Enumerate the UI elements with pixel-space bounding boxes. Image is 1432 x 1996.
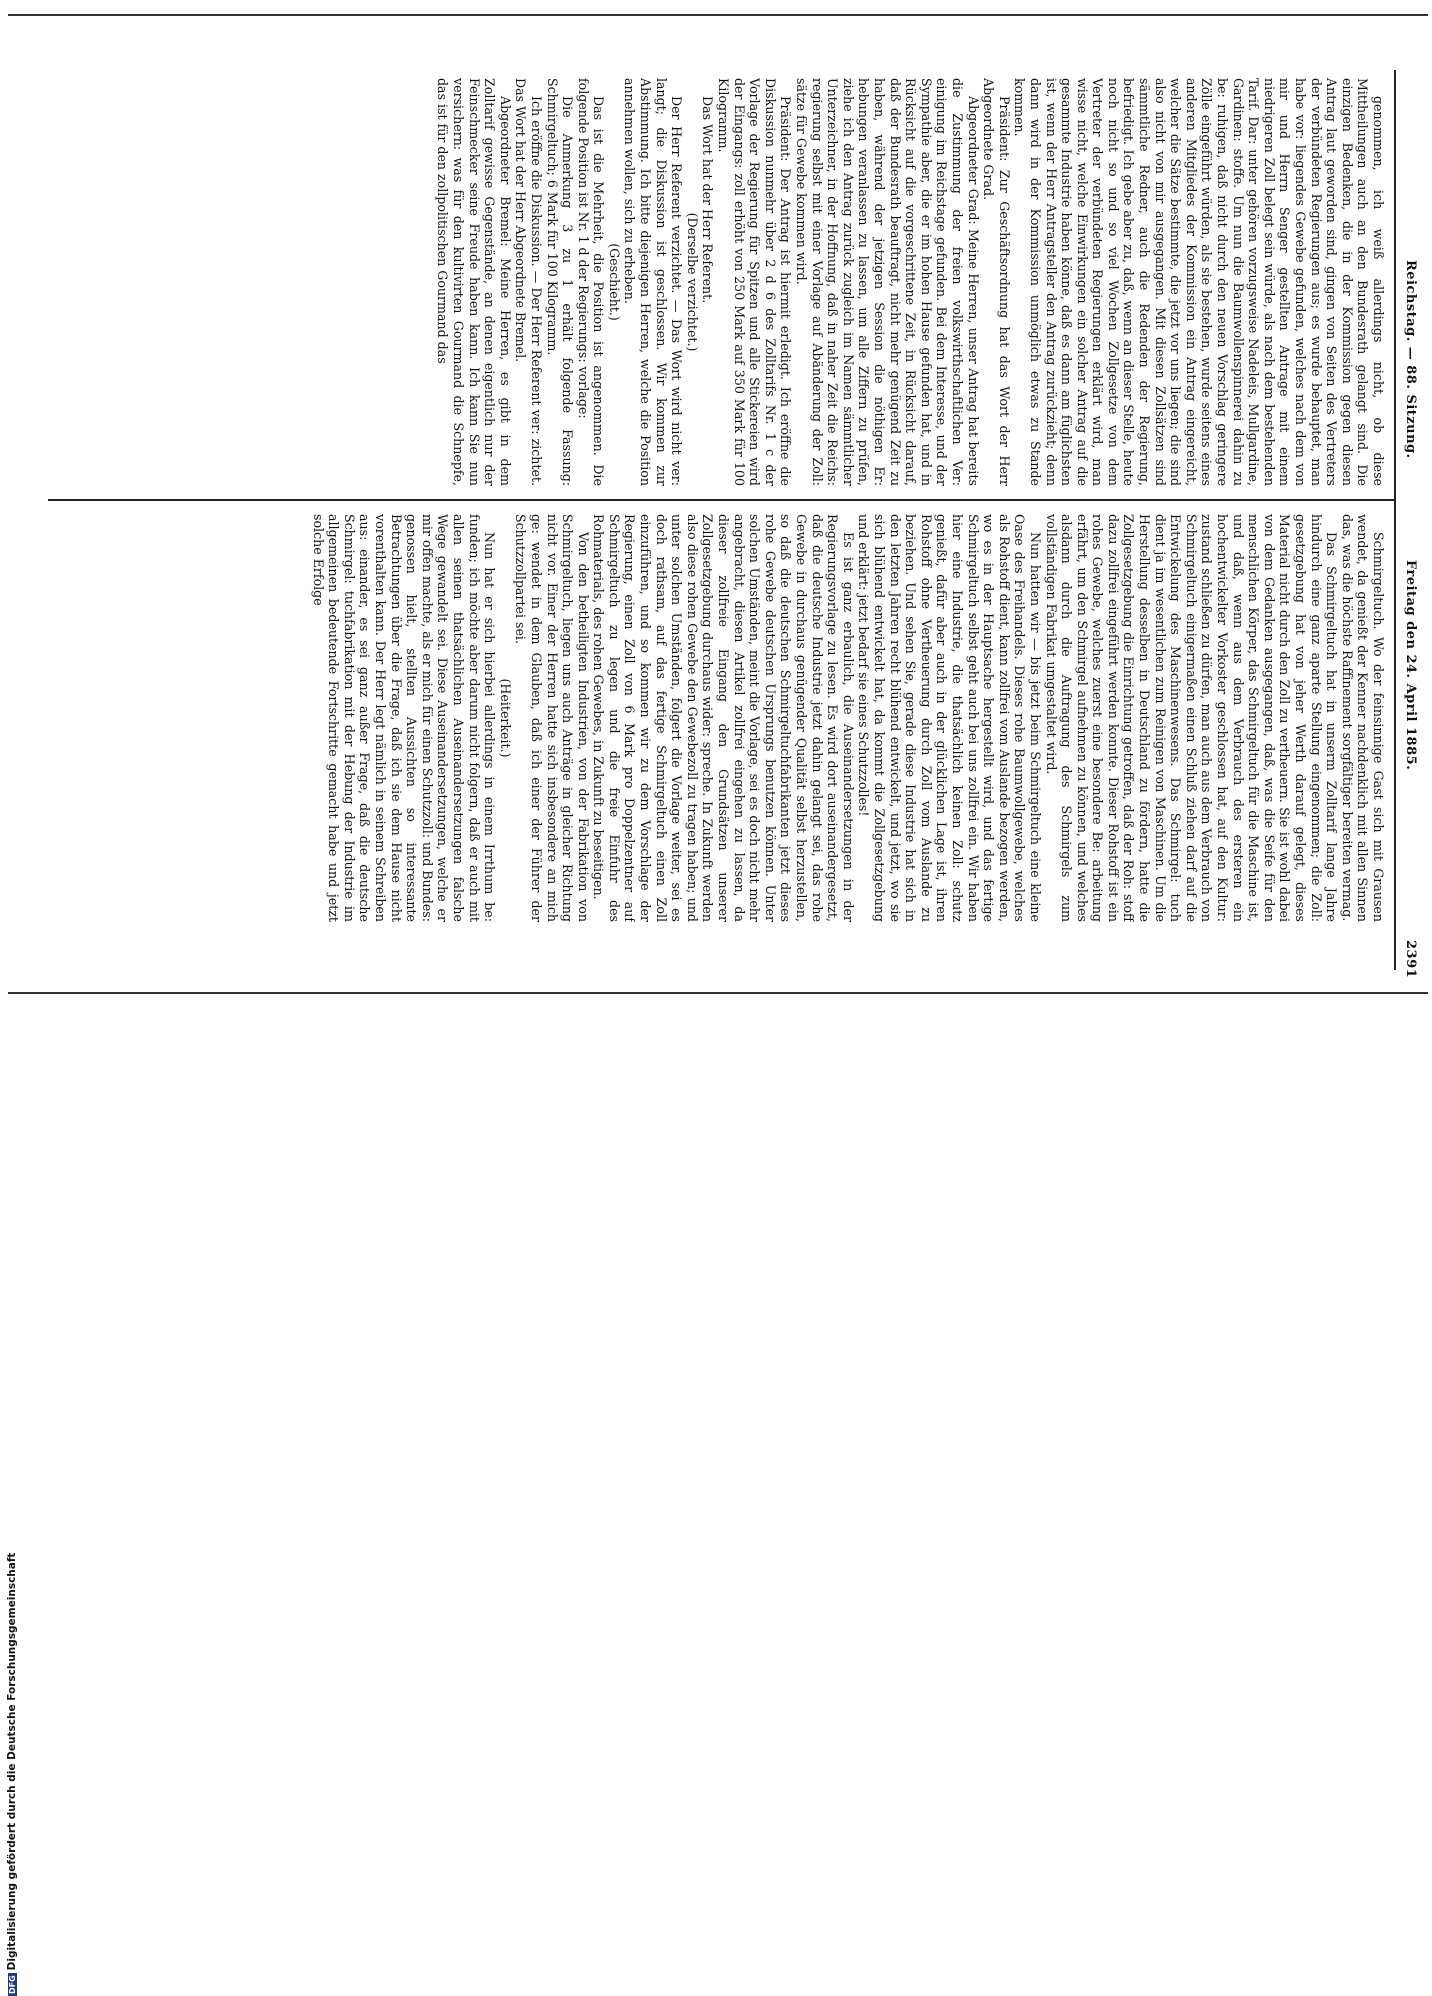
paragraph: Das Schmirgeltuch hat in unserm Zolltarif lange Jahre hindurch eine ganz aparte Stellung eingenommen; die Zoll: gesetzgebung hat von jeher Werth darauf gelegt, dieses Material nicht durch den Zoll zu vertheuern. Sie ist wohl dabei von dem Gedanken ausgegangen, daß, was die Seife für den menschlichen Körper, das Schmirgeltuch für die Maschine ist, und daß, wenn aus dem Verbrauch des ersteren ein hochentwickelter Vorkoster geschlossen hat, auf den Kultur: zustand schließen zu dürfen, man auch aus dem Verbrauch von Schmirgeltuch einigermaßen einen Schluß ziehen darf auf die Entwickelung des Maschinenwesens. Das Schmirgel: tuch dient ja im wesentlichen zum Reinigen von Maschinen. Um die Herstellung desselben in Deutschland zu fördern, hatte die Zollgesetzgebung die Einrichtung getroffen, daß der Roh: stoff dazu zollfrei eingeführt werden konnte. Dieser Rohstoff ist ein rohes Gewebe, welches zuerst eine besondere Be: arbeitung erfährt, um den Schmirgel aufnehmen zu können, und welches alsdann durch die Auftragung des Schmirgels zum vollständigen Fabrikat umgestaltet wird.	[1043, 514, 1340, 922]
paragraph: Die Anmerkung 3 zu 1 erhält folgende Fassung: Schmirgeltuch; 6 Mark für 100 Kilogramm.	[544, 78, 576, 486]
page-edge-bottom	[8, 992, 1428, 994]
parenthetical-note: (Heiterkeit.)	[497, 678, 513, 758]
paragraph: Nun hatten wir — bis jetzt beim Schmirgeltuch eine kleine Oase des Freihandels. Dieses rohe Baumwollgewebe, welches als Rohstoff dient, kann zollfrei vom Auslande bezogen werden, wo es in der Hauptsache hergestellt wird, und das fertige Schmirgeltuch selbst geht auch bei uns zollfrei ein. Wir haben hier eine Industrie, die thatsächlich keinen Zoll: schutz genießt, dafür aber auch in der glücklichen Lage ist, ihren Rohstoff ohne Vertheuerung durch Zoll vom Auslande zu beziehen. Und sehen Sie, gerade diese Industrie hat sich in den letzten Jahren recht blühend entwickelt, und jetzt, wo sie sich blühend entwickelt hat, da kommt die Zollgesetzgebung und erklärt: jetzt bedarf sie eines Schutzzolles!	[856, 514, 1043, 922]
paragraph: Abgeordneter Bremel: Meine Herren, es gibt in dem Zolltarif gewisse Gegenstände, an denen eigentlich nur der Feinschmecker seine Freude haben kann. Ich kann Sie nun versichern: was für den kultivirten Gourmand die Schnepfe, das ist für den zollpolitischen Gourmand das	[435, 78, 513, 486]
paragraph: Ich eröffne die Diskussion. — Der Herr Referent ver: zichtet. Das Wort hat der Herr Abgeordnete Bremel.	[513, 78, 544, 486]
header-left-title: Reichstag. — 88. Sitzung.	[1403, 260, 1418, 459]
page-number: 2391	[1403, 940, 1418, 979]
parenthetical-note: (Derselbe verzichtet.)	[684, 212, 700, 352]
digitization-credit-text: Digitalisierung gefördert durch die Deutsche Forschungsgemeinschaft	[6, 1552, 18, 1971]
dfg-logo: DFG	[7, 1975, 17, 1994]
header-date: Freitag den 24. April 1885.	[1403, 560, 1418, 771]
paragraph: Abgeordneter Grad: Meine Herren, unser Antrag hat bereits die Zustimmung der freien volkswirthschaftlichen Ver: einigung im Reichstage gefunden. Bei dem Interesse, und der Sympathie aber, die er im hohen Hause gefunden hat, und in Rücksicht auf die vorgeschrittene Zeit, in Rücksicht darauf, daß der Bundesrath beauftragt, nicht mehr genügend Zeit zu haben, während der jetzigen Session die nöthigen Er: hebungen veranlassen zu lassen, um alle Ziffern zu prüfen, ziehe ich den Antrag zurück zugleich im Namen sämmtlicher Unterzeichner, in der Hoffnung, daß in naher Zeit die Reichs: regierung selbst mit einer Vorlage auf Abänderung der Zoll: sätze für Gewebe kommen wird.	[794, 78, 981, 486]
paragraph: Es ist ganz erbaulich, die Auseinandersetzungen in der Regierungsvorlage zu lesen. Es wird dort auseinandergesetzt, daß die deutsche Industrie jetzt dahin gelangt sei, das rohe Gewebe in durchaus genügender Qualität selbst herzustellen, so daß die deutschen Schmirgeltuchfabrikanten jetzt dieses rohe Gewebe deutschen Ursprungs benutzen können. Unter solchen Umständen, meint die Vorlage, sei es doch nicht mehr angebracht, diesen Artikel zollfrei eingehen zu lassen, da dieser zollfreie Eingang den Grundsätzen unserer Zollgesetzgebung durchaus wider: spreche. In Zukunft werden also diese rohen Gewebe den Gewebezoll zu tragen haben; und unter solchen Umständen, folgert die Vorlage weiter, sei es doch rathsam, auf das fertige Schmirgeltuch einen Zoll einzuführen, und so kommen wir zu dem Vorschlage der Regierung, einen Zoll von 6 Mark pro Doppelzentner auf Schmirgeltuch zu legen und die freie Einfuhr des Rohmaterials, des rohen Gewebes, in Zukunft zu beseitigen.	[591, 514, 856, 922]
paragraph: Das Wort hat der Herr Referent.	[700, 96, 716, 304]
page-edge-top	[8, 14, 1428, 16]
paragraph: Von den betheiligten Industrien, von der Fabrikation von Schmirgeltuch, liegen uns auch Anträge in gleicher Richtung nicht vor. Einer der Herren hatte sich insbesondere an mich ge: wendet in dem Glauben, daß ich einer der Führer der Schutzzollpartei sei.	[513, 514, 591, 922]
paragraph: Das ist die Mehrheit, die Position ist angenommen. Die folgende Position ist Nr. 1 d der Regierungs: vorlage:	[575, 78, 607, 486]
parenthetical-note: (Geschieht.)	[606, 243, 622, 321]
column-divider	[48, 499, 1394, 501]
text-column-right	[52, 514, 1386, 922]
header-rule	[1395, 70, 1397, 970]
paragraph: Schmirgeltuch. Wo der feinsinnige Gast sich mit Grausen wendet, da genießt der Kenner nachdenklich mit allen Sinnen das, was die höchste Raffinement sorgfältiger bereiten vermag.	[1339, 514, 1386, 922]
text-column-left	[52, 78, 1386, 486]
paragraph: Nun hat er sich hierbei allerdings in einem Irrthum be: funden; ich möchte aber darum nicht folgern, daß er auch mit allen seinen thatsächlichen Auseinandersetzungen falsche Wege gewandelt sei. Diese Auseinandersetzungen, welche er mir offen machte, als er mich für einen Schutzzoll: und Bundes: genossen hielt, stellten Aussichten so interessante Betrachtungen über die Frage, daß ich sie dem Hause nicht vorenthalten kann. Der Herr legt nämlich in seinem Schreiben aus: einander, es sei ganz außer Frage, daß die deutsche Schmirgel: tuchfabrikation mit der Hebung der Industrie im allgemeinen bedeutende Fortschritte gemacht habe und jetzt solche Erfolge	[310, 514, 498, 922]
paragraph: Präsident: Zur Geschäftsordnung hat das Wort der Herr Abgeordnete Grad.	[981, 78, 1012, 486]
paragraph: genommen, ich weiß allerdings nicht, ob diese Mittheilungen auch an den Bundesrath gelangt sind. Die einzigen Bedenken, die in der Kommission gegen diesen Antrag laut geworden sind, gingen von Seiten des Vertreters der verbündeten Regierungen aus; es wurde behauptet, man habe vor: liegendes Gewebe gefunden, welches nach dem von mir und Herrn Senger gestellten Antrage mit einem niedrigeren Zoll belegt sein würde, als nach dem bestehenden Tarif. Dar: unter gehören vorzugsweise Nadeleis, Mullgardine, Gardinen: stoffe. Um nun die Baumwollenspinnerei dahin zu be: ruhigen, daß nicht durch den neuen Vorschlag geringere Zölle eingeführt würden, als sie bestehen, wurde seitens eines anderen Mitgliedes der Kommission ein Antrag eingereicht, welcher die Sätze bestimmte, die jetzt vor uns liegen; die sind also nicht von mir ausgegangen. Mit diesen Zollsätzen sind sämmtliche Redner, auch die Redenden der Regierung, befriedigt. Ich gebe aber zu, daß, wenn an dieser Stelle, heute noch nicht so und so viel Wochen Zollgesetze von dem Vertreter der verbündeten Regierungen erklärt wird, man wisse nicht, welche Einwirkungen ein solcher Antrag auf die gesammte Industrie haben könne, daß es dann am füglichsten ist, wenn der Herr Antragsteller den Antrag zurückzieht; denn dann wird in der Kommission unmöglich etwas zu Stande kommen.	[1012, 78, 1386, 486]
paragraph: Präsident: Der Antrag ist hiermit erledigt. Ich eröffne die Diskussion nunmehr über 2 d 6 des Zolltarifs Nr. 1 c der Vorlage der Regierung für Spitzen und alle Stickereien wird der Eingangs: zoll erhöht von 250 Mark auf 350 Mark für 100 Kilogramm.	[716, 78, 794, 486]
paragraph: Der Herr Referent verzichtet. — Das Wort wird nicht ver: langt; die Diskussion ist geschlossen. Wir kommen zur Abstimmung. Ich bitte diejenigen Herren, welche die Position annehmen wollen, sich zu erheben.	[622, 78, 685, 486]
